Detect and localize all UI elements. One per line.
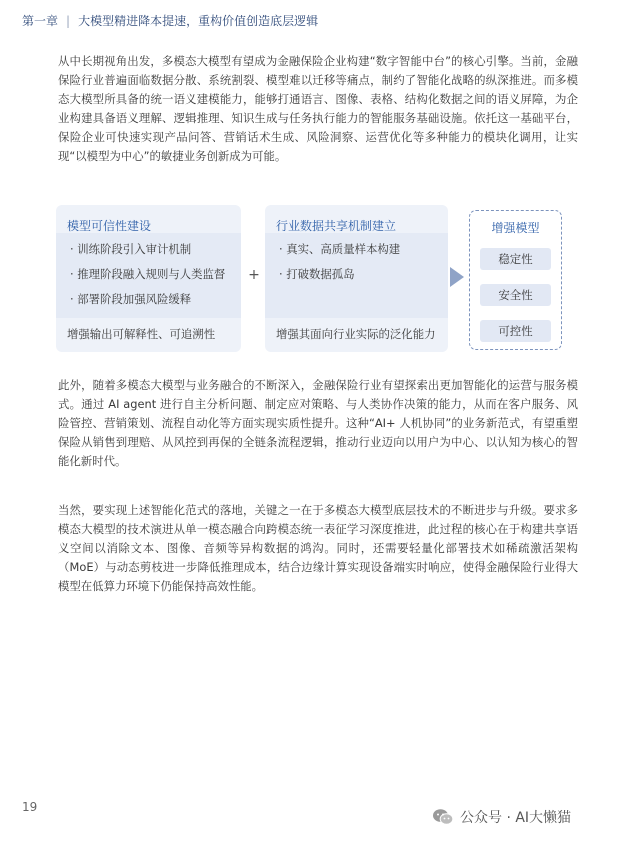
paragraph-1: 从中长期视角出发，多模态大模型有望成为金融保险企业构建“数字智能中台”的核心引擎。当前，金融保险行业普遍面临数据分散、系统割裂、模型难以迁移等痛点，制约了智能化战略的纵深推进。而多模态大模型所具备的统一语义建模能力，能够打通语言、图像、表格、结构化数据之间的语义屏障，为企业构建具备语义理解、逻辑推理、知识生成与任务执行能力的智能服务基础设施。依托这一基础平台，保险企业可快速实现产品问答、营销话术生成、风险洞察、运营优化等多种能力的模块化调用，让实现“以模型为中心”的敏捷业务创新成为可能。 [58,54,578,163]
panel-bullets [56,233,241,318]
plus-sign: + [248,267,260,283]
result-item-controllability: 可控性 [480,320,551,342]
panel-footer: 增强输出可解释性、可追溯性 [67,327,216,341]
capability-diagram [56,205,566,352]
bullet-item: · 推理阶段融入规则与人类监督 [70,267,226,281]
wechat-icon [432,808,454,826]
page-number: 19 [22,800,38,814]
paragraph-2: 此外，随着多模态大模型与业务融合的不断深入，金融保险行业有望探索出更加智能化的运营与服务模式。通过 AI agent 进行自主分析问题、制定应对策略、与人类协作决策的能力，从而在客户服务、风险管控、营销策划、流程自动化等方面实现实质性提升。这种“AI+ 人机协同”的业务新范式，有望重塑保险从销售到理赔、从风控到再保的全链条流程逻辑，推动行业迈向以用户为中心、以认知为核心的智能化新时代。 [58,378,578,468]
panel-footer: 增强其面向行业实际的泛化能力 [276,327,436,341]
result-item-stability: 稳定性 [480,248,551,270]
result-box [469,210,562,350]
panel-title: 行业数据共享机制建立 [276,219,397,233]
header-chapter: 第一章 [22,14,59,28]
arrow-right-icon [450,267,464,287]
watermark [432,806,571,828]
paragraph-3: 当然，要实现上述智能化范式的落地，关键之一在于多模态大模型底层技术的不断进步与升级。要求多模态大模型的技术演进从单一模态融合向跨模态统一表征学习深度推进，此过程的核心在于构建共享语义空间以消除文本、图像、音频等异构数据的鸿沟。同时，还需要轻量化部署技术如稀疏激活架构（MoE）与动态剪枝进一步降低推理成本，结合边缘计算实现设备端实时响应，使得金融保险行业得大模型在低算力环境下仍能保持高效性能。 [58,503,578,593]
bullet-item: · 打破数据孤岛 [279,267,355,281]
panel-title: 模型可信性建设 [67,219,152,233]
running-header [22,12,318,29]
result-item-security: 安全性 [480,284,551,306]
bullet-item: · 训练阶段引入审计机制 [70,242,192,256]
panel-bullets [265,233,448,318]
header-separator: | [66,14,71,28]
watermark-text: 公众号 · AI大懒猫 [460,810,572,826]
header-title: 大模型精进降本提速，重构价值创造底层逻辑 [78,14,319,28]
panel-model-trust [56,205,241,352]
result-title: 增强模型 [491,221,540,235]
bullet-item: · 部署阶段加强风险缓释 [70,292,192,306]
bullet-item: · 真实、高质量样本构建 [279,242,401,256]
panel-data-sharing [265,205,448,352]
